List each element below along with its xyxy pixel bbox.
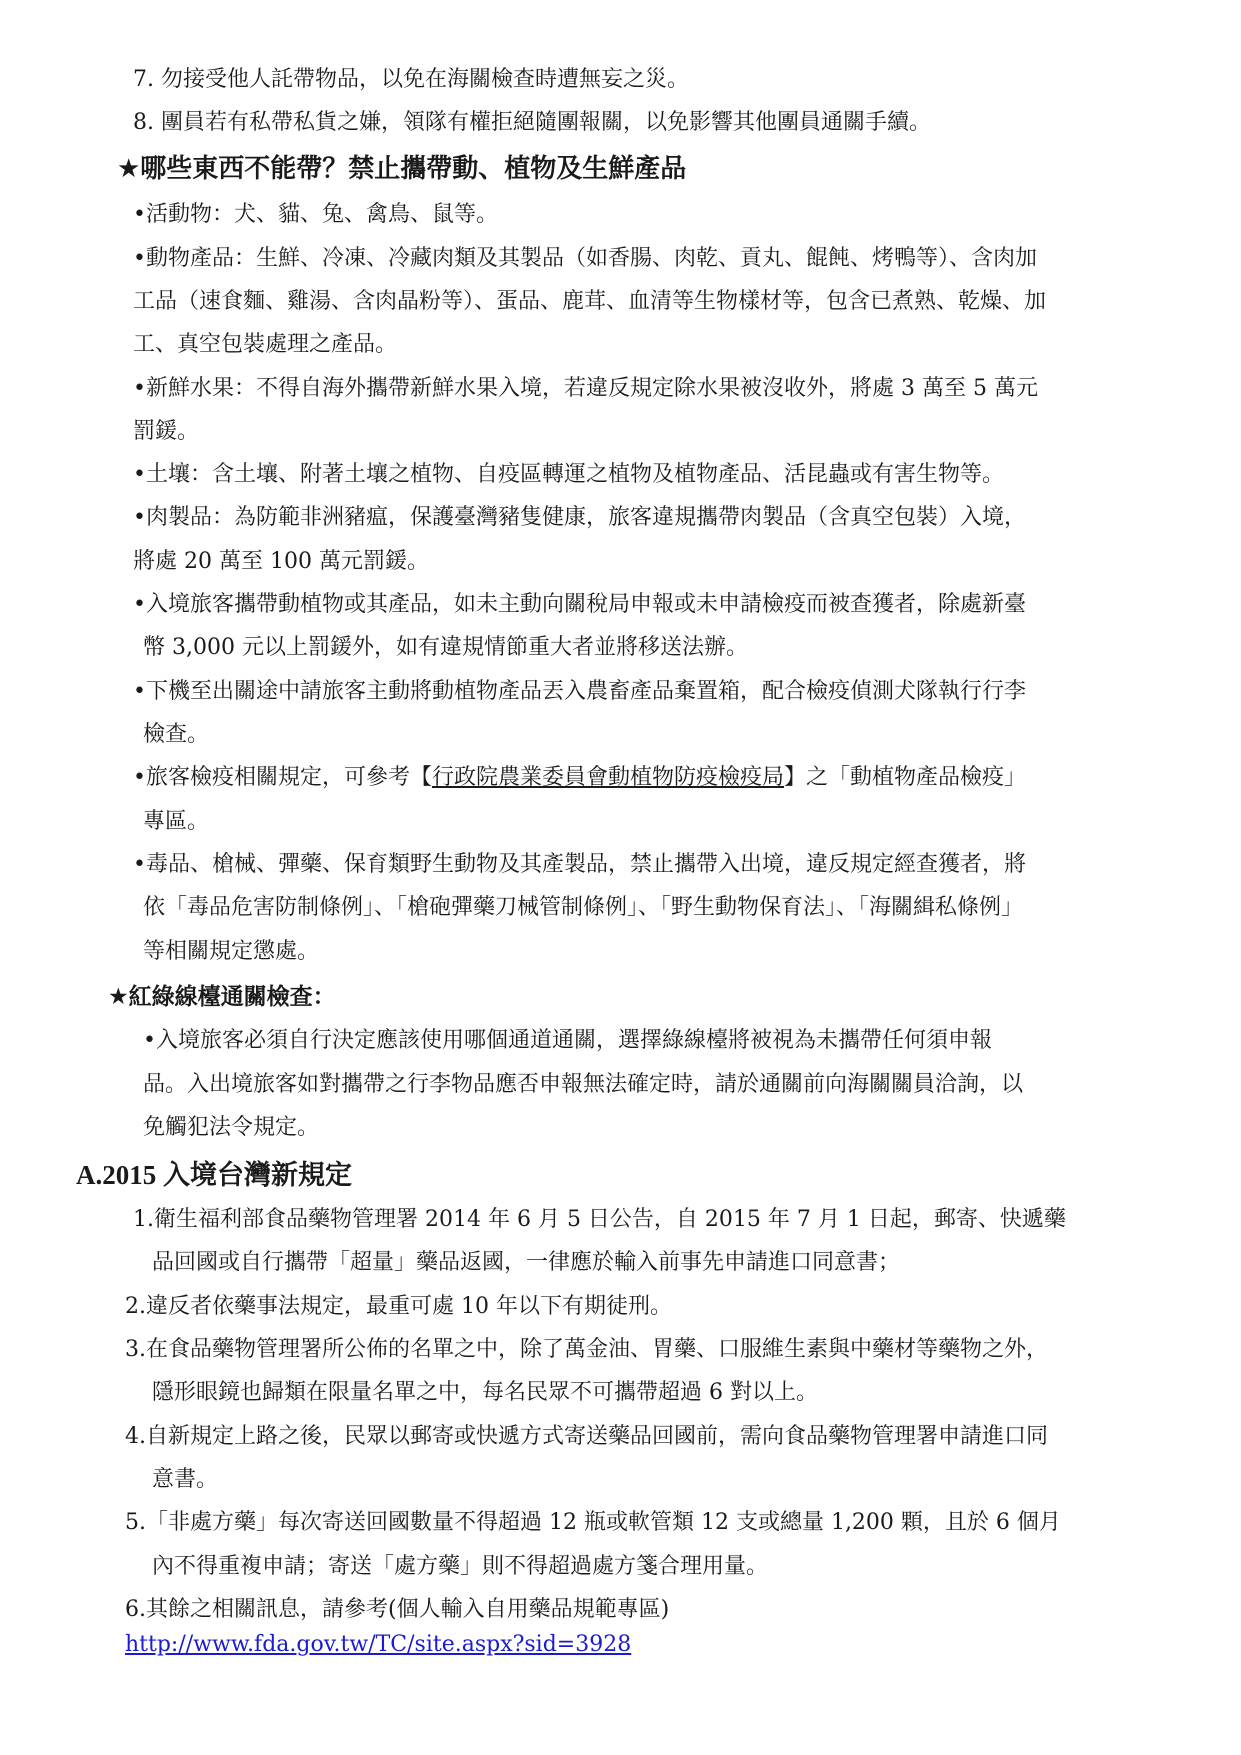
animal-products-line-2: 工品（速食麵、雞湯、含肉晶粉等）、蛋品、鹿茸、血清等生物樣材等，包含已煮熟、乾燥、加 <box>133 289 1047 314</box>
reference-prefix: •旅客檢疫相關規定，可參考【 <box>133 765 432 790</box>
lanes-line-1: •入境旅客必須自行決定應該使用哪個通道通關，選擇綠線檯將被視為未攜帶任何須申報 <box>143 1028 992 1053</box>
animal-products-line-1: •動物產品：生鮮、冷凍、冷藏肉類及其製品（如香腸、肉乾、貢丸、餛飩、烤鴨等）、含肉加 <box>133 246 1037 271</box>
declare-line-1: •入境旅客攜帶動植物或其產品，如未主動向關稅局申報或未申請檢疫而被查獲者，除處新臺 <box>133 592 1026 617</box>
fruit-line-2: 罰鍰。 <box>133 419 200 444</box>
tip-item-8: 8. 團員若有私帶私貨之嫌，領隊有權拒絕隨團報關，以免影響其他團員通關手續。 <box>133 110 931 135</box>
live-animals-item: •活動物：犬、貓、兔、禽鳥、鼠等。 <box>133 202 498 227</box>
lanes-line-3: 免觸犯法令規定。 <box>143 1115 320 1140</box>
lanes-heading: ★紅綠線檯通關檢查： <box>108 984 336 1010</box>
reference-line-1 <box>133 763 1026 793</box>
rule-5-line-1: 5.「非處方藥」每次寄送回國數量不得超過 12 瓶或軟管類 12 支或總量 1,200 顆，且於 6 個月 <box>125 1510 1061 1535</box>
animal-products-line-3: 工、真空包裝處理之產品。 <box>133 332 398 357</box>
rule-1-line-2: 品回國或自行攜帶「超量」藥品返國，一律應於輸入前事先申請進口同意書； <box>152 1250 901 1275</box>
drugs-line-1: •毒品、槍械、彈藥、保育類野生動物及其產製品，禁止攜帶入出境，違反規定經查獲者，將 <box>133 852 1026 877</box>
drugs-line-3: 等相關規定懲處。 <box>143 939 320 964</box>
bin-line-1: •下機至出關途中請旅客主動將動植物產品丟入農畜產品棄置箱，配合檢疫偵測犬隊執行行李 <box>133 679 1026 704</box>
soil-item: •土壤：含土壤、附著土壤之植物、自疫區轉運之植物及植物產品、活昆蟲或有害生物等。 <box>133 462 1004 487</box>
prohibited-heading: ★哪些東西不能帶？禁止攜帶動、植物及生鮮產品 <box>117 154 687 184</box>
lanes-line-2: 品。入出境旅客如對攜帶之行李物品應否申報無法確定時，請於通關前向海關關員洽詢，以 <box>143 1072 1024 1097</box>
tip-item-7: 7. 勿接受他人託帶物品，以免在海關檢查時遭無妄之災。 <box>133 67 689 92</box>
reference-line-2: 專區。 <box>143 809 210 834</box>
rule-3-line-1: 3.在食品藥物管理署所公佈的名單之中，除了萬金油、胃藥、口服維生素與中藥材等藥物之外， <box>125 1337 1048 1362</box>
bin-line-2: 檢查。 <box>143 722 210 747</box>
meat-line-2: 將處 20 萬至 100 萬元罰鍰。 <box>133 549 429 574</box>
fruit-line-1: •新鮮水果：不得自海外攜帶新鮮水果入境，若違反規定除水果被沒收外，將處 3 萬至 5 萬元 <box>133 376 1038 401</box>
rule-3-line-2: 隱形眼鏡也歸類在限量名單之中，每名民眾不可攜帶超過 6 對以上。 <box>152 1380 818 1405</box>
rule-1-line-1: 1.衛生福利部食品藥物管理署 2014 年 6 月 5 日公告，自 2015 年 7 月 1 日起，郵寄、快遞藥 <box>133 1207 1066 1232</box>
meat-line-1: •肉製品：為防範非洲豬瘟，保護臺灣豬隻健康，旅客違規攜帶肉製品（含真空包裝）入境， <box>133 505 1026 530</box>
rule-6: 6.其餘之相關訊息，請參考(個人輸入自用藥品規範專區) <box>125 1597 670 1622</box>
fda-link-line <box>125 1630 631 1660</box>
rule-4-line-1: 4.自新規定上路之後，民眾以郵寄或快遞方式寄送藥品回國前，需向食品藥物管理署申請進口同 <box>125 1424 1048 1449</box>
rule-4-line-2: 意書。 <box>152 1467 219 1492</box>
fda-link[interactable]: http://www.fda.gov.tw/TC/site.aspx?sid=3928 <box>125 1632 632 1657</box>
declare-line-2: 幣 3,000 元以上罰鍰外，如有違規情節重大者並將移送法辦。 <box>143 635 748 660</box>
rule-5-line-2: 內不得重複申請；寄送「處方藥」則不得超過處方箋合理用量。 <box>152 1554 769 1579</box>
drugs-line-2: 依「毒品危害防制條例」、「槍砲彈藥刀械管制條例」、「野生動物保育法」、「海關緝私條例」 <box>143 895 1024 920</box>
rule-2: 2.違反者依藥事法規定，最重可處 10 年以下有期徒刑。 <box>125 1294 672 1319</box>
rules-2015-heading: A.2015 入境台灣新規定 <box>76 1160 352 1190</box>
reference-suffix: 】之「動植物產品檢疫」 <box>784 765 1027 790</box>
agency-link[interactable]: 行政院農業委員會動植物防疫檢疫局 <box>431 765 784 790</box>
